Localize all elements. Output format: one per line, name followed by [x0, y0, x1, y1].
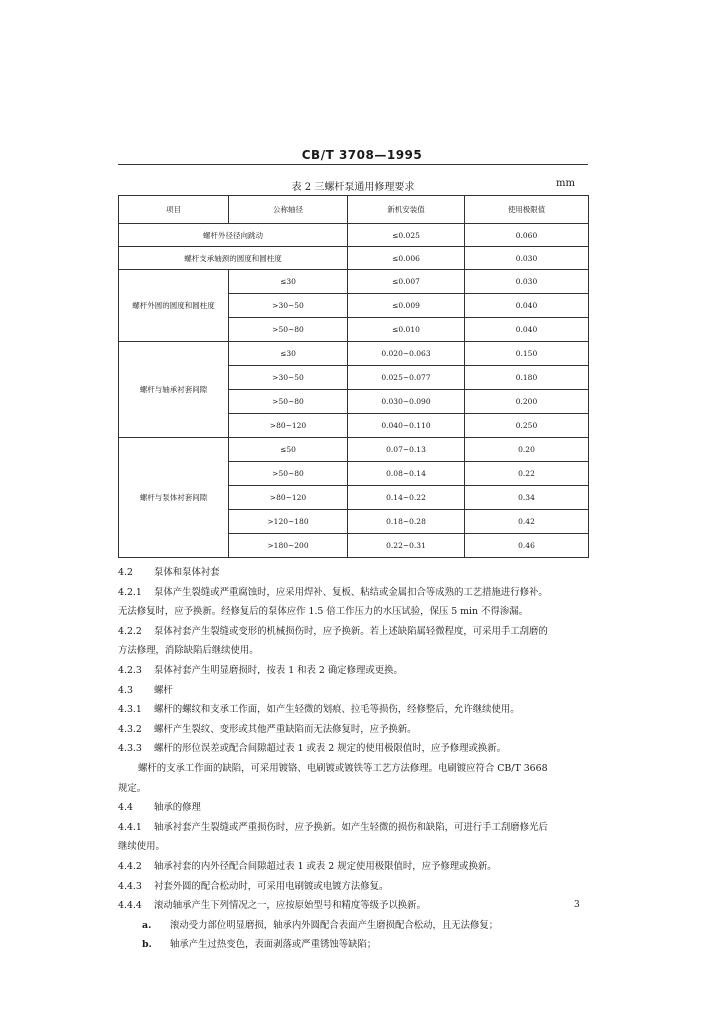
section-title: 轴承的修理 [154, 802, 201, 814]
paragraph-4-4-4 [118, 896, 588, 916]
clause-text: 螺杆的螺纹和支承工作面，如产生轻微的划痕、拉毛等损伤，经修整后，允许继续使用。 [154, 704, 520, 716]
row-install-value: ≤0.006 [348, 247, 465, 270]
paragraph-4-3-3 [118, 739, 588, 759]
table-header-row [119, 196, 589, 224]
table-title: 表 2 三螺杆泵通用修理要求 [291, 182, 415, 193]
clause-text: 泵体产生裂缝或严重腐蚀时，应采用焊补、复板、粘结或金属扣合等成熟的工艺措施进行修补。 [154, 586, 548, 598]
group-item: 螺杆外圆的圆度和圆柱度 [119, 270, 229, 342]
table-row [119, 247, 589, 270]
row-limit-value: 0.34 [465, 486, 589, 510]
row-install-value: 0.040~0.110 [348, 414, 465, 438]
list-text: 滚动受力部位明显磨损，轴承内外圆配合表面产生磨损配合松动，且无法修复； [170, 919, 499, 931]
list-label: a. [142, 919, 152, 931]
row-install-value: ≤0.007 [348, 270, 465, 294]
clause-number: 4.4.3 [118, 880, 142, 892]
row-install-value: ≤0.010 [348, 318, 465, 342]
table-row [119, 438, 589, 462]
clause-text: 泵体衬套产生明显磨损时，按表 1 和表 2 确定修理或更换。 [154, 664, 403, 676]
section-heading-4-3 [118, 681, 588, 701]
row-limit-value: 0.250 [465, 414, 589, 438]
clause-text: 轴承衬套的内外径配合间隙超过表 1 或表 2 规定使用极限值时，应予修理或换新。 [154, 860, 497, 872]
row-diameter: >80~120 [229, 486, 348, 510]
paragraph-4-3-1 [118, 700, 588, 720]
paragraph-4-2-1-continued: 无法修复时，应予换新。经修复后的泵体应作 1.5 倍工作压力的水压试验，保压 5 min 不得渗漏。 [118, 606, 528, 618]
table-row [119, 270, 589, 294]
row-diameter: >50~80 [229, 318, 348, 342]
section-number: 4.2 [118, 567, 133, 578]
row-diameter: >30~50 [229, 366, 348, 390]
row-limit-value: 0.200 [465, 390, 589, 414]
header-rule [118, 164, 588, 165]
clause-number: 4.2.3 [118, 664, 142, 676]
column-header-item: 项目 [119, 196, 229, 224]
repair-requirements-table [118, 195, 589, 558]
row-diameter: >180~200 [229, 534, 348, 558]
column-header-diameter: 公称轴径 [229, 196, 348, 224]
row-diameter: ≤30 [229, 342, 348, 366]
section-number: 4.4 [118, 802, 133, 814]
column-header-limit-value: 使用极限值 [465, 196, 589, 224]
row-install-value: 0.22~0.31 [348, 534, 465, 558]
row-limit-value: 0.040 [465, 294, 589, 318]
clause-text: 泵体衬套产生裂缝或变形的机械损伤时，应予换新。若上述缺陷属轻微程度，可采用手工刮磨的 [154, 625, 548, 637]
group-item: 螺杆与轴承衬套间隙 [119, 342, 229, 438]
list-label: b. [142, 939, 152, 951]
row-install-value: 0.07~0.13 [348, 438, 465, 462]
paragraph-4-2-1 [118, 583, 588, 603]
row-limit-value: 0.46 [465, 534, 589, 558]
row-install-value: ≤0.009 [348, 294, 465, 318]
paragraph-4-3-3-b: 螺杆的支承工作面的缺陷，可采用镀铬、电刷镀或镀铁等工艺方法修理。电刷镀应符合 CB/T 3668 [138, 762, 548, 774]
clause-number: 4.3.1 [118, 704, 142, 716]
row-limit-value: 0.040 [465, 318, 589, 342]
column-header-install-value: 新机安装值 [348, 196, 465, 224]
paragraph-4-4-3 [118, 877, 588, 897]
row-diameter: >50~80 [229, 390, 348, 414]
row-diameter: >80~120 [229, 414, 348, 438]
row-install-value: 0.030~0.090 [348, 390, 465, 414]
row-install-value: 0.08~0.14 [348, 462, 465, 486]
clause-number: 4.4.1 [118, 821, 142, 833]
clause-number: 4.4.2 [118, 860, 142, 872]
clause-text: 螺杆产生裂纹、变形或其他严重缺陷而无法修复时，应予换新。 [154, 723, 417, 735]
clause-number: 4.3.3 [118, 743, 142, 755]
page-number: 3 [574, 900, 580, 910]
table-row [119, 342, 589, 366]
row-limit-value: 0.060 [465, 224, 589, 247]
paragraph-4-4-1 [118, 818, 588, 838]
table-unit: mm [556, 178, 575, 189]
clause-number: 4.3.2 [118, 723, 142, 735]
row-diameter: >30~50 [229, 294, 348, 318]
paragraph-4-3-2 [118, 720, 588, 740]
section-number: 4.3 [118, 684, 133, 696]
row-install-value: 0.025~0.077 [348, 366, 465, 390]
clause-text: 轴承衬套产生裂缝或严重损伤时，应予换新。如产生轻微的损伤和缺陷，可进行手工刮磨修光后 [154, 821, 548, 833]
list-item-a [118, 916, 588, 936]
row-item: 螺杆外径径向跳动 [119, 224, 348, 247]
clause-text: 滚动轴承产生下列情况之一，应按原始型号和精度等级予以换新。 [154, 900, 426, 912]
row-limit-value: 0.20 [465, 438, 589, 462]
list-item-b [118, 935, 588, 955]
row-install-value: 0.020~0.063 [348, 342, 465, 366]
paragraph-4-2-3 [118, 661, 588, 681]
clause-number: 4.2.1 [118, 586, 142, 598]
row-diameter: ≤50 [229, 438, 348, 462]
section-title: 泵体和泵体衬套 [154, 567, 220, 578]
group-item: 螺杆与泵体衬套间隙 [119, 438, 229, 558]
paragraph-4-2-2 [118, 622, 588, 642]
paragraph-4-2-2-continued: 方法修理，消除缺陷后继续使用。 [118, 645, 259, 657]
row-diameter: >50~80 [229, 462, 348, 486]
clause-text: 螺杆的形位误差或配合间隙超过表 1 或表 2 规定的使用极限值时，应予修理或换新。 [154, 743, 506, 755]
standard-code-header: CB/T 3708—1995 [301, 148, 423, 162]
section-heading-4-2 [118, 563, 588, 583]
clause-text: 衬套外圆的配合松动时，可采用电刷镀或电镀方法修复。 [154, 880, 389, 892]
list-text: 轴承产生过热变色，表面剥落或严重锈蚀等缺陷； [170, 939, 377, 951]
row-limit-value: 0.030 [465, 270, 589, 294]
row-limit-value: 0.150 [465, 342, 589, 366]
table-row [119, 224, 589, 247]
row-install-value: ≤0.025 [348, 224, 465, 247]
row-install-value: 0.14~0.22 [348, 486, 465, 510]
row-install-value: 0.18~0.28 [348, 510, 465, 534]
body-text [118, 563, 588, 955]
section-heading-4-4 [118, 798, 588, 818]
row-diameter: ≤30 [229, 270, 348, 294]
row-limit-value: 0.180 [465, 366, 589, 390]
row-limit-value: 0.030 [465, 247, 589, 270]
row-limit-value: 0.42 [465, 510, 589, 534]
row-item: 螺杆支承轴颈的圆度和圆柱度 [119, 247, 348, 270]
section-title: 螺杆 [154, 684, 173, 696]
clause-number: 4.2.2 [118, 625, 142, 637]
row-diameter: >120~180 [229, 510, 348, 534]
row-limit-value: 0.22 [465, 462, 589, 486]
paragraph-4-3-3-b-continued: 规定。 [118, 782, 147, 794]
paragraph-4-4-2 [118, 857, 588, 877]
clause-number: 4.4.4 [118, 900, 142, 912]
paragraph-4-4-1-continued: 继续使用。 [118, 841, 165, 853]
